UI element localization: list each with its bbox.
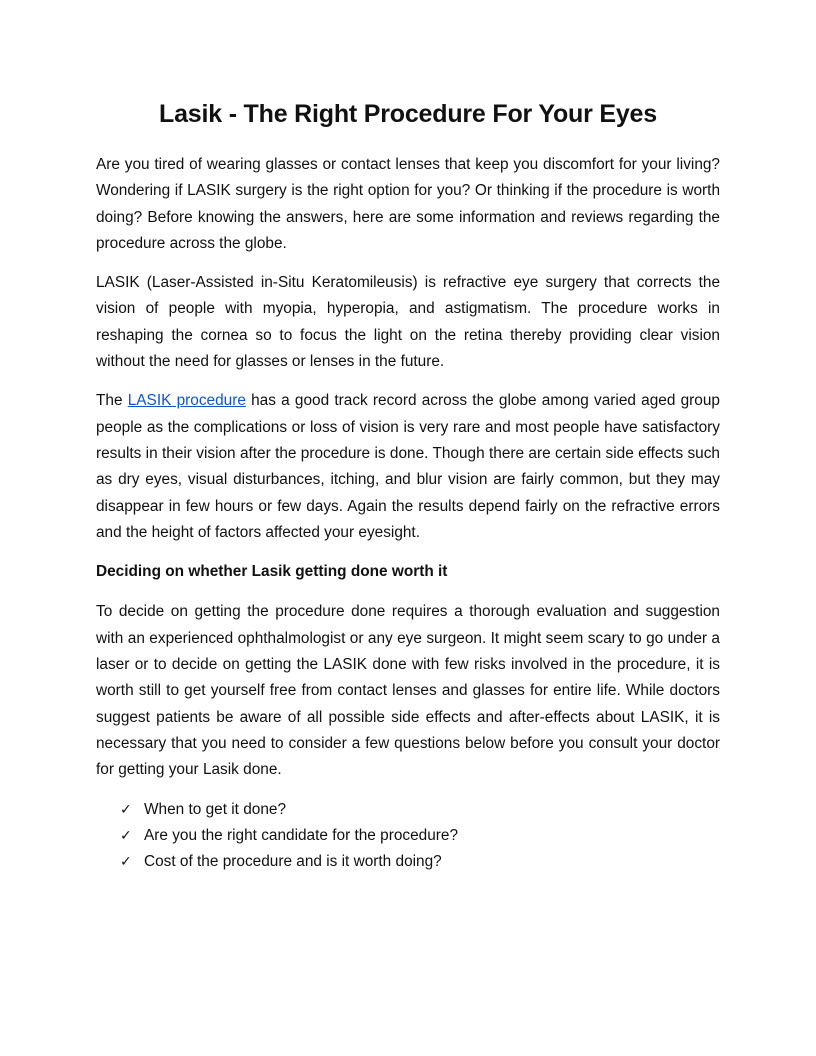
lasik-procedure-link[interactable]: LASIK procedure [127,392,246,410]
list-item [120,823,720,849]
intro-paragraph: Are you tired of wearing glasses or contact lenses that keep you discomfort for your living? Wondering if LASIK surgery is the right option for you? Or thinking if the procedure is worth doing? Before knowing the answers, here are some information and reviews regarding the procedure across the globe. [96,156,720,252]
page-title: Lasik - The Right Procedure For Your Eyes [159,100,657,128]
check-mark-icon: ✓ [120,827,132,844]
question-checklist [120,797,720,875]
check-mark-icon: ✓ [120,853,132,870]
document-page [96,96,720,875]
list-item [120,797,720,823]
list-item-text: Cost of the procedure and is it worth doing? [144,852,442,870]
paragraph-rest-text: has a good track record across the globe among varied aged group people as the complications or loss of vision is very rare and most people have satisfactory results in their vision after the procedure is done. Though there are certain side effects such as dry eyes, visual disturbances, itching, and blur vision are fairly common, but they may disappear in few hours or few days. Again the results depend fairly on the refractive errors and the height of factors affected your eyesight. [96,392,720,541]
section-heading: Deciding on whether Lasik getting done worth it [96,563,448,581]
track-record-paragraph [96,388,720,546]
list-item-text: When to get it done? [144,800,287,818]
definition-paragraph: LASIK (Laser-Assisted in-Situ Keratomileusis) is refractive eye surgery that corrects the vision of people with myopia, hyperopia, and astigmatism. The procedure works in reshaping the cornea so to focus the light on the retina thereby providing clear vision without the need for glasses or lenses in the future. [96,274,720,371]
decision-paragraph: To decide on getting the procedure done requires a thorough evaluation and suggestion with an experienced ophthalmologist or any eye surgeon. It might seem scary to go under a laser or to decide on getting the LASIK done with few risks involved in the procedure, it is worth still to get yourself free from contact lenses and glasses for entire life. While doctors suggest patients be aware of all possible side effects and after-effects about LASIK, it is necessary that you need to consider a few questions below before you consult your doctor for getting your Lasik done. [96,603,720,779]
list-item-text: Are you the right candidate for the procedure? [144,826,458,844]
paragraph-lead-text: The [96,392,128,410]
list-item [120,849,720,875]
check-mark-icon: ✓ [120,801,132,818]
